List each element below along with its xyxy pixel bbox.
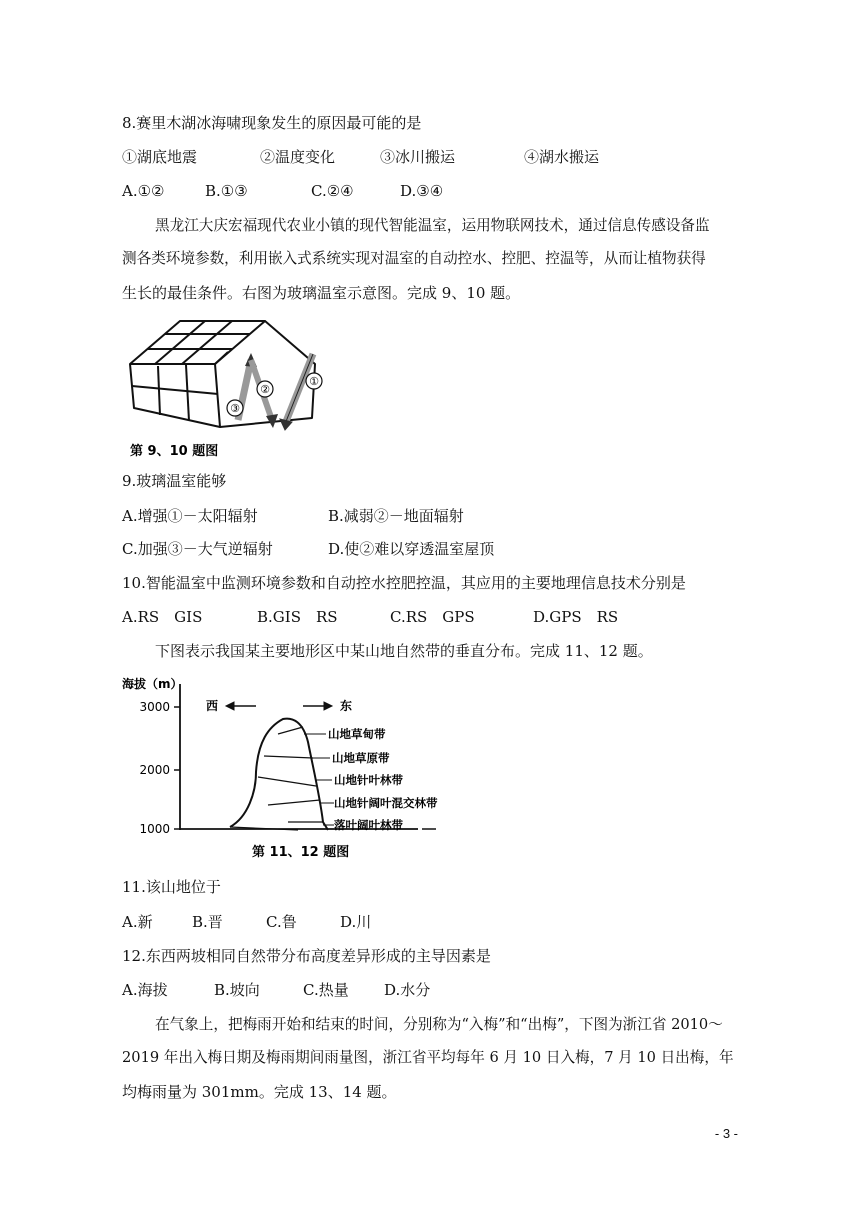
q8-stem: 8.赛里木湖冰海啸现象发生的原因最可能的是 <box>122 114 422 132</box>
q9-stem: 9.玻璃温室能够 <box>122 472 227 490</box>
label-2: ② <box>260 383 270 396</box>
page-number: - 3 - <box>714 1126 738 1141</box>
q12-stem: 12.东西两坡相同自然带分布高度差异形成的主导因素是 <box>122 947 491 965</box>
q11-option-c: C.鲁 <box>266 913 297 931</box>
q8-item-2: ②温度变化 <box>260 148 336 166</box>
label-3: ③ <box>230 402 240 415</box>
belt-steppe: 山地草原带 <box>332 751 390 765</box>
east-label: 东 <box>340 699 353 713</box>
q8-item-4: ④湖水搬运 <box>524 148 600 166</box>
q12-option-b: B.坡向 <box>214 981 260 999</box>
q11-option-a: A.新 <box>122 913 153 931</box>
west-label: 西 <box>206 699 219 713</box>
q10-option-c: C.RS GPS <box>390 608 475 626</box>
belt-meadow: 山地草甸带 <box>328 727 386 741</box>
q10-stem: 10.智能温室中监测环境参数和自动控水控肥控温，其应用的主要地理信息技术分别是 <box>122 574 686 592</box>
fig1-caption: 第 9、10 题图 <box>130 444 219 459</box>
belt-mixed: 山地针阔叶混交林带 <box>334 796 438 810</box>
q8-option-b: B.①③ <box>205 182 248 200</box>
q9-option-c: C.加强③－大气逆辐射 <box>122 540 273 558</box>
y-tick-3000: 3000 <box>139 700 170 714</box>
q12-option-c: C.热量 <box>303 981 349 999</box>
label-1: ① <box>309 375 319 388</box>
q9-option-b: B.减弱②－地面辐射 <box>328 507 464 525</box>
q8-item-1: ①湖底地震 <box>122 148 198 166</box>
q12-option-d: D.水分 <box>384 981 431 999</box>
passage3-line-1: 在气象上，把梅雨开始和结束的时间，分别称为“入梅”和“出梅”，下图为浙江省 2010～ <box>155 1016 723 1033</box>
mountain-belts-figure <box>118 672 448 862</box>
greenhouse-figure <box>120 316 350 464</box>
q11-option-b: B.晋 <box>192 913 223 931</box>
q11-stem: 11.该山地位于 <box>122 878 221 896</box>
q11-option-d: D.川 <box>340 913 372 931</box>
q8-option-c: C.②④ <box>311 182 354 200</box>
q10-option-b: B.GIS RS <box>257 608 338 626</box>
passage1-line-2: 测各类环境参数，利用嵌入式系统实现对温室的自动控水、控肥、控温等，从而让植物获得 <box>122 250 706 267</box>
passage3-line-3: 均梅雨量为 301mm。完成 13、14 题。 <box>122 1083 397 1101</box>
q9-option-a: A.增强①－太阳辐射 <box>122 507 258 525</box>
passage3-line-2: 2019 年出入梅日期及梅雨期间雨量图，浙江省平均每年 6 月 10 日入梅，7 月 10 日出梅，年 <box>122 1049 734 1066</box>
belt-coniferous: 山地针叶林带 <box>334 773 403 787</box>
y-tick-2000: 2000 <box>139 763 170 777</box>
q8-item-3: ③冰川搬运 <box>380 148 456 166</box>
q8-option-d: D.③④ <box>400 182 444 200</box>
q9-option-d: D.使②难以穿透温室屋顶 <box>328 540 495 558</box>
q10-option-d: D.GPS RS <box>533 608 619 626</box>
q8-option-a: A.①② <box>122 182 165 200</box>
passage1-line-3: 生长的最佳条件。右图为玻璃温室示意图。完成 9、10 题。 <box>122 284 521 302</box>
passage1-line-1: 黑龙江大庆宏福现代农业小镇的现代智能温室，运用物联网技术，通过信息传感设备监 <box>155 217 710 234</box>
y-axis-label: 海拔（m） <box>122 677 183 691</box>
q10-option-a: A.RS GIS <box>122 608 203 626</box>
q12-option-a: A.海拔 <box>122 981 168 999</box>
fig2-caption: 第 11、12 题图 <box>252 845 350 860</box>
belt-deciduous: 落叶阔叶林带 <box>334 818 403 832</box>
y-tick-1000: 1000 <box>139 822 170 836</box>
passage2-text: 下图表示我国某主要地形区中某山地自然带的垂直分布。完成 11、12 题。 <box>155 642 653 660</box>
